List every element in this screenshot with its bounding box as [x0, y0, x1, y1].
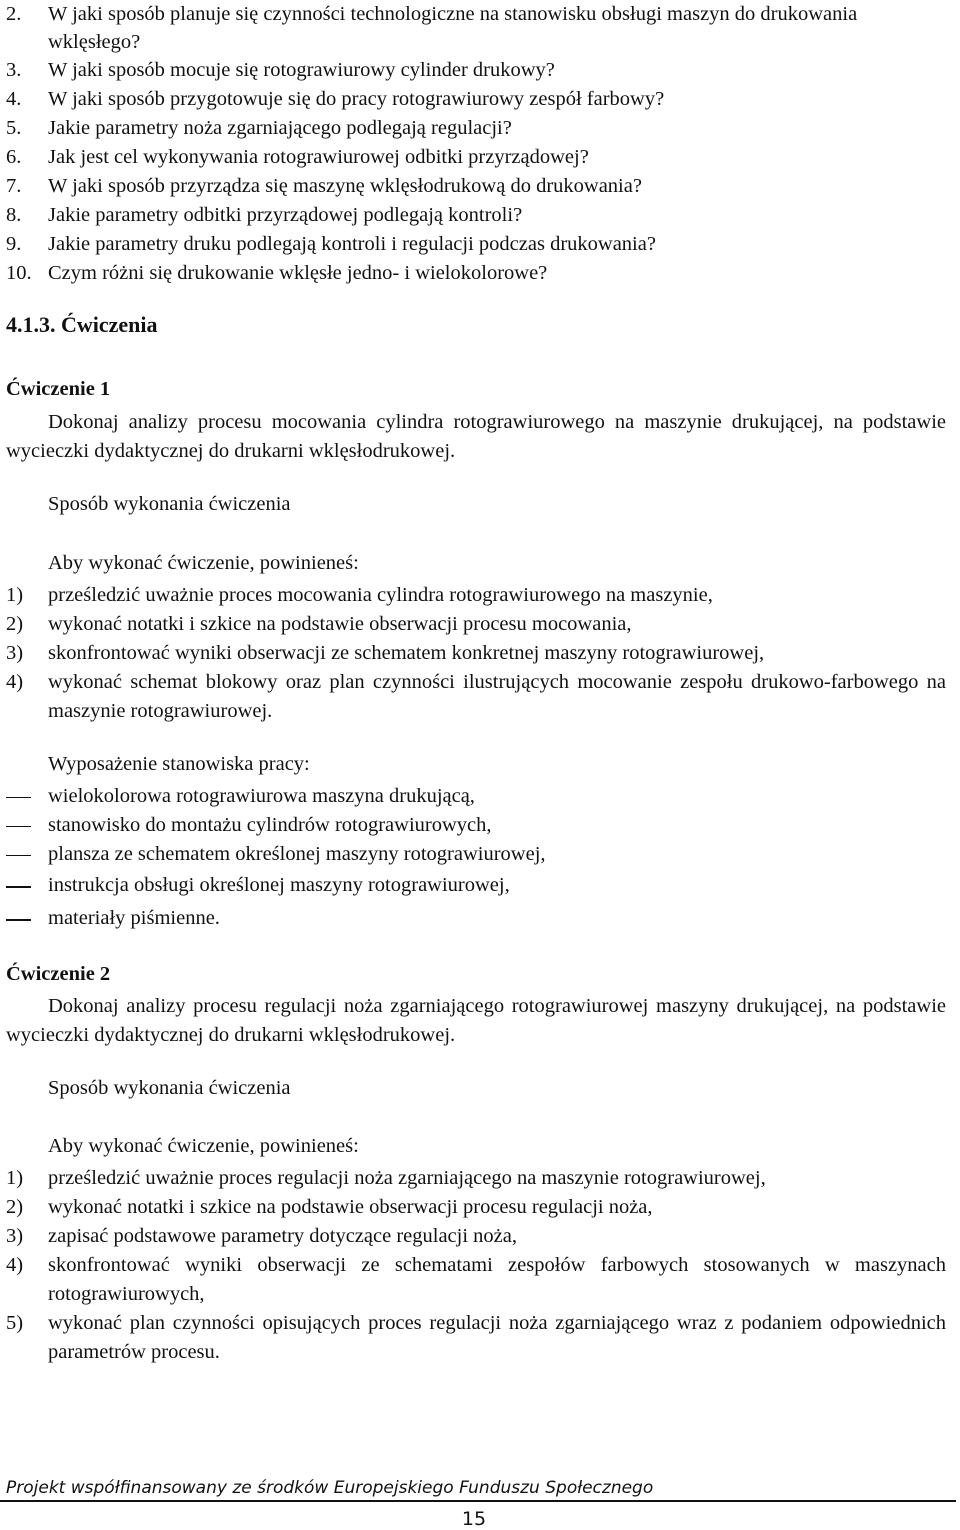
dash-bullet-icon — [6, 826, 31, 827]
question-item — [6, 0, 946, 56]
question-text: W jaki sposób mocuje się rotograwiurowy cylinder drukowy? — [48, 59, 555, 81]
exercise-1-title: Ćwiczenie 1 — [6, 378, 111, 400]
dash-bullet-icon — [6, 886, 31, 888]
step-text: zapisać podstawowe parametry dotyczące regulacji noża, — [48, 1225, 517, 1247]
step-text: prześledzić uważnie proces mocowania cylindra rotograwiurowego na maszynie, — [48, 584, 713, 606]
question-text: Czym różni się drukowanie wklęsłe jedno- i wielokolorowe? — [48, 262, 548, 284]
step-item — [6, 610, 946, 639]
document-page — [6, 0, 946, 1363]
exercise-1-equipment-list — [6, 782, 946, 935]
question-text: Jakie parametry noża zgarniającego podlegają regulacji? — [48, 117, 512, 139]
question-text: Jakie parametry druku podlegają kontroli i regulacji podczas drukowania? — [48, 233, 656, 255]
exercise-2-description-text: Dokonaj analizy procesu regulacji noża zgarniającego rotograwiurowej maszyny drukującej, na podstawie wycieczki dydaktycznej do drukarni wklęsłodrukowej. — [6, 995, 946, 1046]
question-item — [6, 143, 946, 172]
exercise-1-equipment-heading: Wyposażenie stanowiska pracy: — [48, 753, 310, 775]
equipment-text: stanowisko do montażu cylindrów rotograwiurowych, — [48, 814, 492, 836]
equipment-item — [6, 840, 946, 869]
footer-divider — [0, 1500, 956, 1502]
question-item — [6, 172, 946, 201]
step-number: 3) — [6, 1225, 24, 1247]
equipment-text: instrukcja obsługi określonej maszyny rotograwiurowej, — [48, 874, 510, 896]
step-text: prześledzić uważnie proces regulacji noża zgarniającego na maszynie rotograwiurowej, — [48, 1167, 766, 1189]
question-number: 2. — [6, 3, 22, 25]
step-number: 1) — [6, 1167, 24, 1189]
dash-bullet-icon — [6, 919, 31, 921]
question-item — [6, 201, 946, 230]
step-text: wykonać plan czynności opisujących proces regulacji noża zgarniającego wraz z podaniem odpowiednich parametrów procesu. — [48, 1312, 946, 1363]
question-text: Jakie parametry odbitki przyrządowej podlegają kontroli? — [48, 204, 523, 226]
exercise-1-steps-intro: Aby wykonać ćwiczenie, powinieneś: — [48, 552, 359, 574]
exercise-1-steps — [6, 581, 946, 726]
step-text: skonfrontować wyniki obserwacji ze schematami zespołów farbowych stosowanych w maszynach rotograwiurowych, — [48, 1254, 946, 1305]
question-item — [6, 259, 946, 288]
question-text: W jaki sposób przyrządza się maszynę wklęsłodrukową do drukowania? — [48, 175, 642, 197]
question-number: 6. — [6, 146, 22, 168]
page-number: 15 — [461, 1508, 487, 1530]
question-number: 10. — [6, 262, 32, 284]
step-number: 2) — [6, 613, 24, 635]
equipment-text: plansza ze schematem określonej maszyny rotograwiurowej, — [48, 843, 546, 865]
exercise-2-title: Ćwiczenie 2 — [6, 963, 111, 985]
question-number: 7. — [6, 175, 22, 197]
step-item — [6, 1251, 946, 1309]
question-number: 3. — [6, 59, 22, 81]
equipment-item — [6, 869, 946, 902]
section-heading: 4.1.3. Ćwiczenia — [6, 312, 158, 337]
dash-bullet-icon — [6, 855, 31, 856]
exercise-2-method-heading: Sposób wykonania ćwiczenia — [48, 1077, 291, 1099]
step-item — [6, 581, 946, 610]
question-number: 8. — [6, 204, 22, 226]
step-item — [6, 1164, 946, 1193]
question-text: Jak jest cel wykonywania rotograwiurowej odbitki przyrządowej? — [48, 146, 589, 168]
question-text: W jaki sposób przygotowuje się do pracy rotograwiurowy zespół farbowy? — [48, 88, 665, 110]
question-item — [6, 230, 946, 259]
question-number: 4. — [6, 88, 22, 110]
question-text: W jaki sposób planuje się czynności technologiczne na stanowisku obsługi maszyn do drukowania wklęsłego? — [48, 3, 858, 53]
step-number: 3) — [6, 642, 24, 664]
page-footer — [0, 1478, 960, 1530]
step-number: 5) — [6, 1312, 24, 1334]
equipment-text: materiały piśmienne. — [48, 907, 220, 929]
step-item — [6, 1222, 946, 1251]
footer-text: Projekt współfinansowany ze środków Europejskiego Funduszu Społecznego — [6, 1478, 654, 1498]
exercise-2-steps — [6, 1164, 946, 1367]
exercise-2-steps-intro: Aby wykonać ćwiczenie, powinieneś: — [48, 1135, 359, 1157]
step-item — [6, 1193, 946, 1222]
question-item — [6, 114, 946, 143]
step-number: 2) — [6, 1196, 24, 1218]
step-number: 4) — [6, 671, 24, 693]
step-text: wykonać schemat blokowy oraz plan czynności ilustrujących mocowanie zespołu drukowo-farbowego na maszynie rotograwiurowej. — [48, 671, 946, 722]
exercise-2-description — [6, 992, 946, 1050]
exercise-1-method-heading: Sposób wykonania ćwiczenia — [48, 493, 291, 515]
step-number: 4) — [6, 1254, 24, 1276]
equipment-item — [6, 811, 946, 840]
step-number: 1) — [6, 584, 24, 606]
equipment-item — [6, 782, 946, 811]
question-item — [6, 85, 946, 114]
step-text: wykonać notatki i szkice na podstawie obserwacji procesu regulacji noża, — [48, 1196, 653, 1218]
dash-bullet-icon — [6, 797, 31, 798]
step-text: wykonać notatki i szkice na podstawie obserwacji procesu mocowania, — [48, 613, 632, 635]
question-item — [6, 56, 946, 85]
exercise-1-description — [6, 408, 946, 466]
step-item — [6, 668, 946, 726]
exercise-1-description-text: Dokonaj analizy procesu mocowania cylindra rotograwiurowego na maszynie drukującej, na podstawie wycieczki dydaktycznej do drukarni wklęsłodrukowej. — [6, 411, 946, 462]
question-number: 5. — [6, 117, 22, 139]
question-number: 9. — [6, 233, 22, 255]
equipment-item — [6, 902, 946, 935]
review-questions-list — [6, 0, 946, 288]
equipment-text: wielokolorowa rotograwiurowa maszyna drukującą, — [48, 785, 475, 807]
step-text: skonfrontować wyniki obserwacji ze schematem konkretnej maszyny rotograwiurowej, — [48, 642, 765, 664]
step-item — [6, 639, 946, 668]
step-item — [6, 1309, 946, 1367]
